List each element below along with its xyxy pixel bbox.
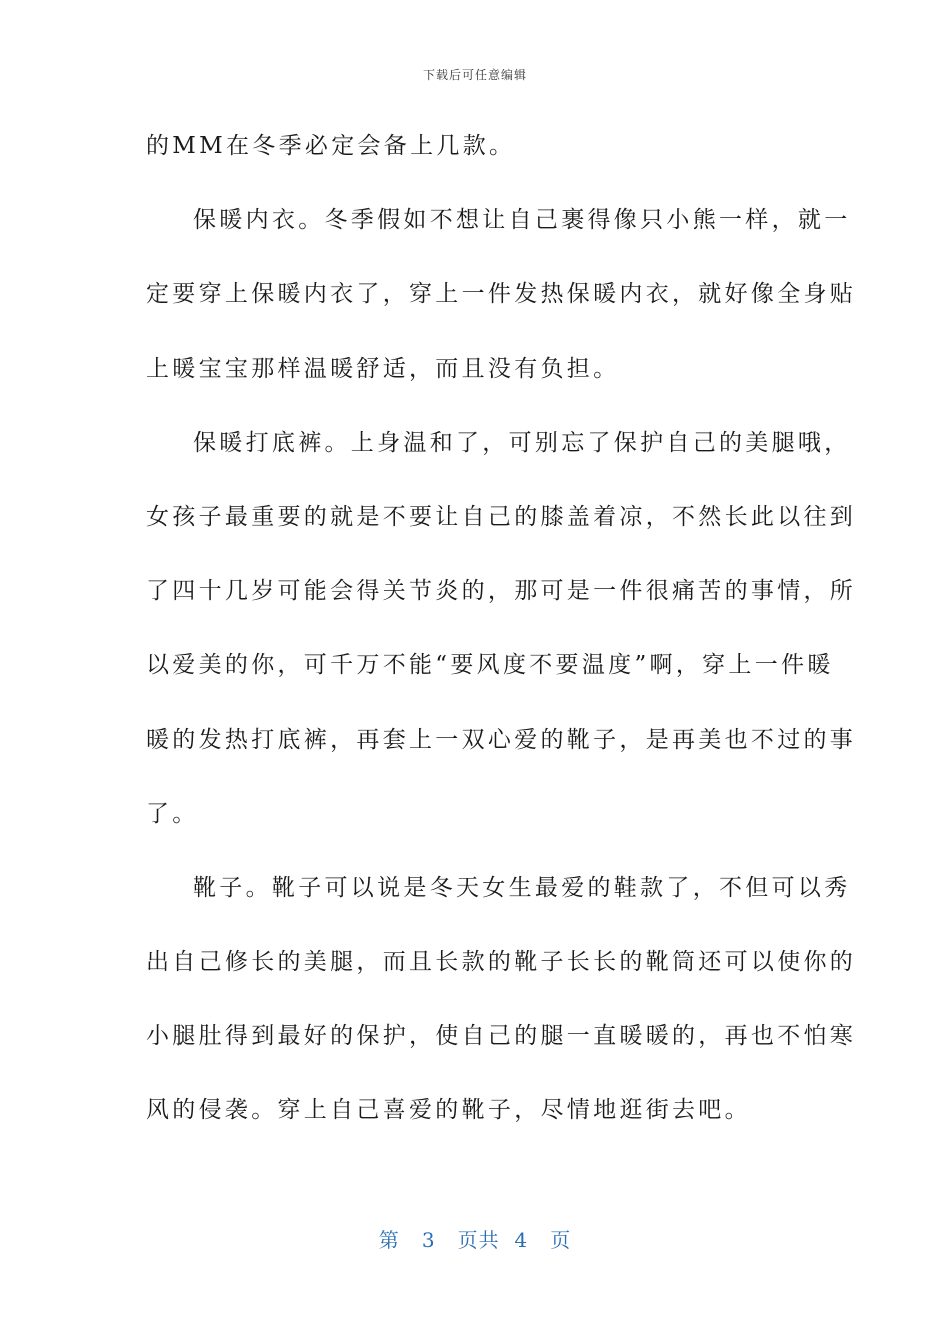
total-pages-number: 4 xyxy=(514,1228,529,1252)
text-line: 出自己修长的美腿，而且长款的靴子长长的靴筒还可以使你的 xyxy=(146,949,857,976)
page-label-prefix: 第 xyxy=(378,1228,400,1252)
text-line: 暖的发热打底裤，再套上一双心爱的靴子，是再美也不过的事 xyxy=(146,726,857,753)
document-body xyxy=(146,121,857,1160)
text-line: 小腿肚得到最好的保护，使自己的腿一直暖暖的，再也不怕寒 xyxy=(146,1023,857,1050)
page-number-footer xyxy=(0,1224,950,1253)
text-line: 保暖内衣。冬季假如不想让自己裹得像只小熊一样，就一 xyxy=(193,207,851,234)
text-line: 上暖宝宝那样温暖舒适，而且没有负担。 xyxy=(146,355,620,382)
text-line: 保暖打底裤。上身温和了，可别忘了保护自己的美腿哦， xyxy=(193,429,851,456)
text-line: 了四十几岁可能会得关节炎的，那可是一件很痛苦的事情，所 xyxy=(146,578,857,605)
page-label-mid: 页共 xyxy=(457,1228,500,1252)
text-line: 的MM在冬季必定会备上几款。 xyxy=(146,133,516,159)
page-label-suffix: 页 xyxy=(550,1228,572,1252)
text-line: 定要穿上保暖内衣了，穿上一件发热保暖内衣，就好像全身贴 xyxy=(146,281,857,308)
text-line: 了。 xyxy=(146,800,199,827)
text-line: 女孩子最重要的就是不要让自己的膝盖着凉，不然长此以往到 xyxy=(146,503,857,530)
current-page-number: 3 xyxy=(421,1228,436,1252)
text-line: 靴子。靴子可以说是冬天女生最爱的鞋款了，不但可以秀 xyxy=(193,874,851,901)
text-line: 以爱美的你，可千万不能“要风度不要温度”啊，穿上一件暖 xyxy=(146,652,834,679)
text-line: 风的侵袭。穿上自己喜爱的靴子，尽情地逛街去吧。 xyxy=(146,1097,751,1124)
header-note: 下载后可任意编辑 xyxy=(422,68,527,82)
